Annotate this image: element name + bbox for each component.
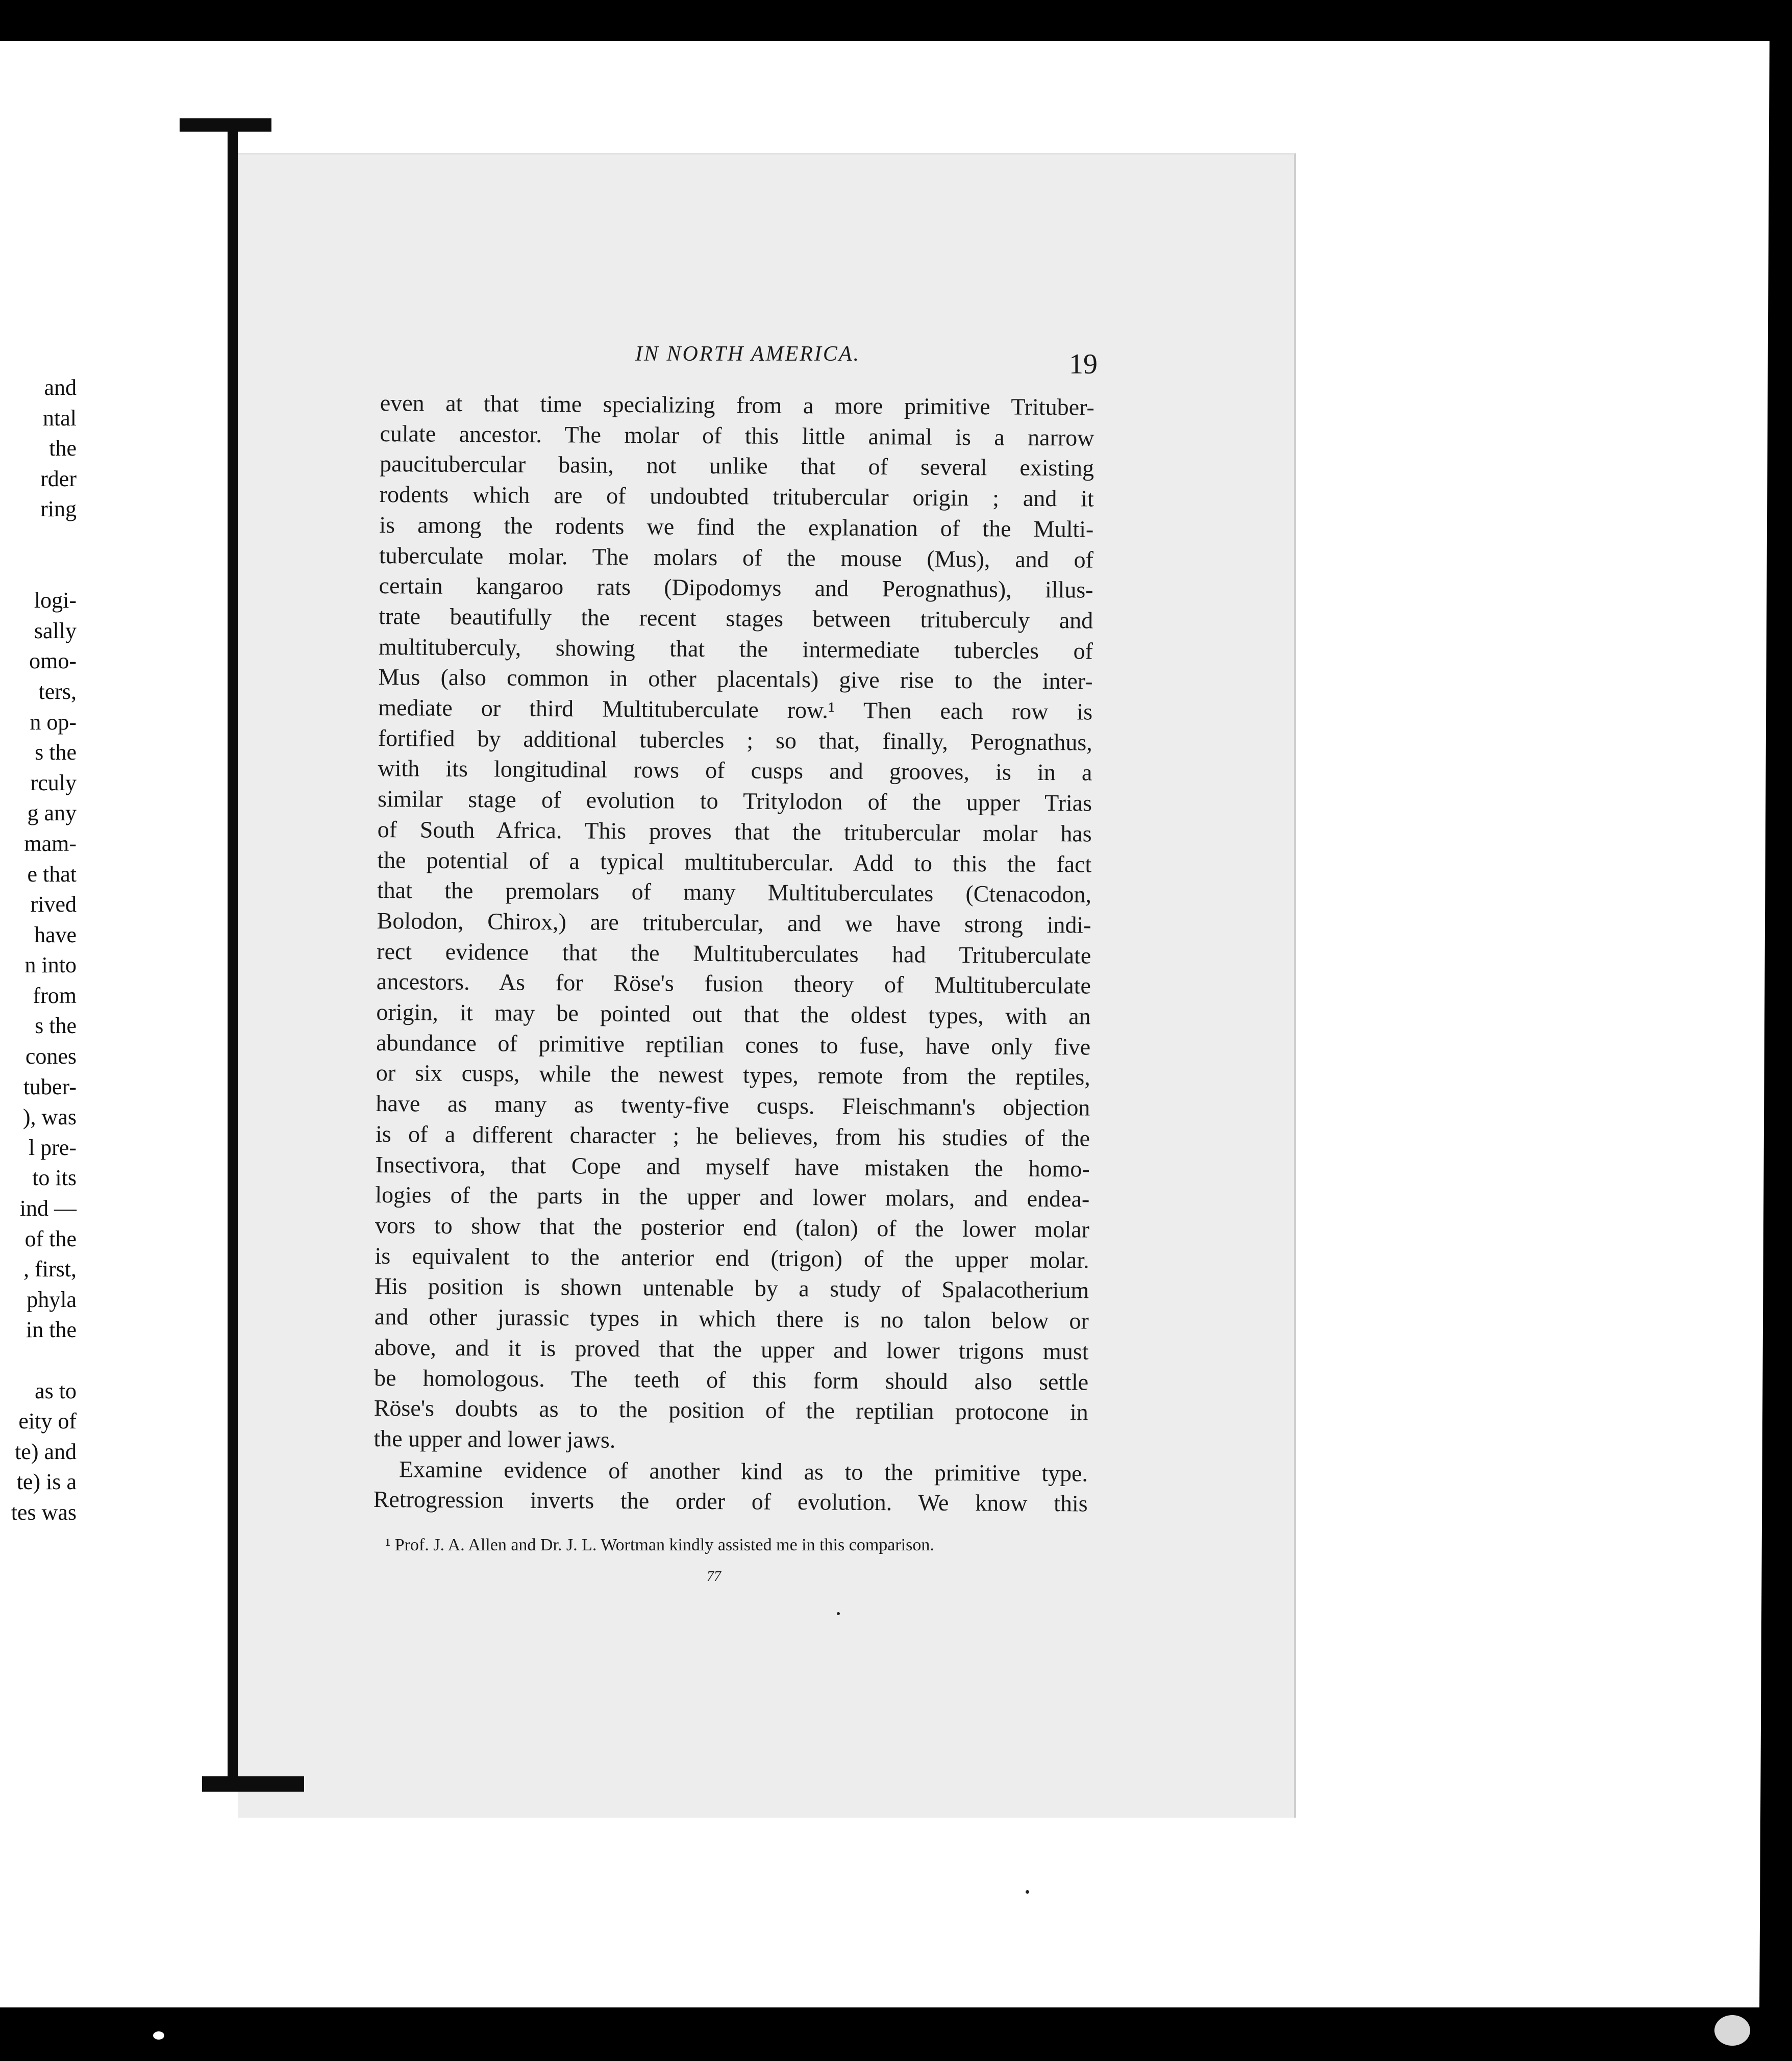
text-line: vors to show that the posterior end (talon) of the lower molar xyxy=(375,1212,1090,1243)
facing-line: ind — xyxy=(19,1196,77,1221)
facing-line: in the xyxy=(26,1317,77,1343)
text-line: have as many as twenty-five cusps. Fleischmann's objection xyxy=(376,1090,1090,1121)
facing-line: have xyxy=(34,922,77,947)
text-line: above, and it is proved that the upper and lower trigons must xyxy=(374,1334,1089,1365)
facing-line: the xyxy=(49,436,77,461)
facing-line: rived xyxy=(30,892,77,917)
facing-line: ters, xyxy=(38,678,77,704)
page-clip-bottom xyxy=(202,1776,304,1792)
text-line: the upper and lower jaws. xyxy=(374,1425,616,1453)
text-line: certain kangaroo rats (Dipodomys and Perognathus), illus- xyxy=(379,572,1093,603)
text-line: Röse's doubts as to the position of the reptilian protocone in xyxy=(374,1395,1088,1425)
text-line: Retrogression inverts the order of evolution. We know this xyxy=(373,1486,1088,1517)
text-line: or six cusps, while the newest types, remote from the reptiles, xyxy=(376,1060,1090,1090)
text-line: multituberculy, showing that the intermediate tubercles of xyxy=(378,633,1093,664)
text-line: is equivalent to the anterior end (trigon) of the upper molar. xyxy=(375,1242,1089,1273)
facing-line: of the xyxy=(24,1226,77,1251)
facing-line: g any xyxy=(27,800,77,826)
text-line: rect evidence that the Multituberculates had Trituberculate xyxy=(377,938,1091,969)
facing-line: tes was xyxy=(11,1499,77,1525)
facing-line: from xyxy=(33,983,77,1008)
dust-speck xyxy=(837,1612,840,1615)
facing-line: e that xyxy=(27,861,77,887)
text-line: Mus (also common in other placentals) give rise to the inter- xyxy=(378,664,1093,694)
text-line: paucitubercular basin, not unlike that of several existing xyxy=(379,450,1094,481)
footnote: ¹ Prof. J. A. Allen and Dr. J. L. Wortman kindly assisted me in this comparison. xyxy=(385,1536,934,1554)
signature-mark: 77 xyxy=(707,1569,721,1585)
facing-line-gap xyxy=(0,1345,77,1376)
scan-border-right xyxy=(1751,31,1792,2020)
facing-line: ), was xyxy=(22,1104,77,1130)
text-line: tuberculate molar. The molars of the mouse (Mus), and of xyxy=(379,542,1094,573)
facing-line: n into xyxy=(24,952,77,978)
text-line: the potential of a typical multitubercular. Add to this the fact xyxy=(377,846,1092,877)
facing-line: tuber- xyxy=(23,1074,77,1099)
dust-speck xyxy=(1714,2015,1750,2046)
book-gutter xyxy=(228,121,238,1783)
facing-line: , first, xyxy=(23,1256,77,1282)
facing-line-gap xyxy=(0,555,77,586)
text-line: fortified by additional tubercles ; so that, finally, Perognathus, xyxy=(378,724,1092,756)
page-clip-top xyxy=(180,118,271,132)
facing-line: rculy xyxy=(30,770,77,795)
text-line: similar stage of evolution to Tritylodon of the upper Trias xyxy=(377,786,1092,816)
dust-speck xyxy=(153,2031,164,2040)
facing-line: rder xyxy=(40,466,77,491)
facing-line: mam- xyxy=(24,831,77,856)
running-head: IN NORTH AMERICA. xyxy=(635,342,861,366)
text-line: Bolodon, Chirox,) are tritubercular, and we have strong indi- xyxy=(377,907,1091,938)
text-line: that the premolars of many Multituberculates (Ctenacodon, xyxy=(377,877,1092,908)
body-text xyxy=(374,388,1094,1519)
dust-speck xyxy=(1026,1890,1029,1894)
facing-line: to its xyxy=(32,1165,77,1191)
facing-line: s the xyxy=(35,740,77,765)
facing-line: s the xyxy=(35,1013,77,1039)
scan-border-bottom xyxy=(0,2007,1792,2061)
text-line: Insectivora, that Cope and myself have mistaken the homo- xyxy=(375,1151,1090,1182)
facing-line: l pre- xyxy=(28,1135,77,1160)
text-line: ancestors. As for Röse's fusion theory of Multituberculate xyxy=(376,968,1091,999)
facing-line: phyla xyxy=(27,1287,77,1312)
text-line: is of a different character ; he believes, from his studies of the xyxy=(375,1120,1090,1151)
facing-line: and xyxy=(44,375,77,400)
facing-line: omo- xyxy=(29,648,77,674)
text-line: mediate or third Multituberculate row.¹ Then each row is xyxy=(378,694,1093,725)
text-line: origin, it may be pointed out that the oldest types, with an xyxy=(376,999,1091,1029)
text-line: of South Africa. This proves that the tritubercular molar has xyxy=(377,816,1092,847)
text-line: be homologous. The teeth of this form should also settle xyxy=(374,1364,1089,1395)
facing-page-text xyxy=(0,372,77,1528)
facing-line: logi- xyxy=(34,588,77,613)
text-line: even at that time specializing from a more primitive Trituber- xyxy=(380,389,1094,420)
text-line: Examine evidence of another kind as to the primitive type. xyxy=(399,1455,1088,1487)
text-line: with its longitudinal rows of cusps and grooves, is in a xyxy=(378,755,1092,786)
page-number: 19 xyxy=(1069,348,1098,380)
text-line: culate ancestor. The molar of this little animal is a narrow xyxy=(380,420,1094,451)
scan-border-top xyxy=(0,0,1792,41)
text-line: rodents which are of undoubted tritubercular origin ; and it xyxy=(379,481,1094,512)
facing-line: te) is a xyxy=(16,1469,77,1495)
facing-line: te) and xyxy=(15,1439,77,1464)
facing-line: as to xyxy=(35,1378,77,1403)
text-line: is among the rodents we find the explanation of the Multi- xyxy=(379,511,1094,542)
text-line: abundance of primitive reptilian cones to fuse, have only five xyxy=(376,1029,1091,1060)
facing-line: ntal xyxy=(43,405,77,431)
text-line: His position is shown untenable by a study of Spalacotherium xyxy=(375,1273,1089,1303)
facing-line: n op- xyxy=(30,709,77,735)
text-line: trate beautifully the recent stages between trituberculy and xyxy=(379,602,1093,634)
text-line: logies of the parts in the upper and lower molars, and endea- xyxy=(375,1182,1090,1212)
text-line: and other jurassic types in which there is no talon below or xyxy=(374,1303,1089,1334)
facing-line: eity of xyxy=(18,1409,77,1434)
facing-line: cones xyxy=(25,1044,77,1069)
facing-line-gap xyxy=(0,524,77,555)
facing-line: sally xyxy=(34,618,77,643)
facing-line: ring xyxy=(40,496,77,522)
